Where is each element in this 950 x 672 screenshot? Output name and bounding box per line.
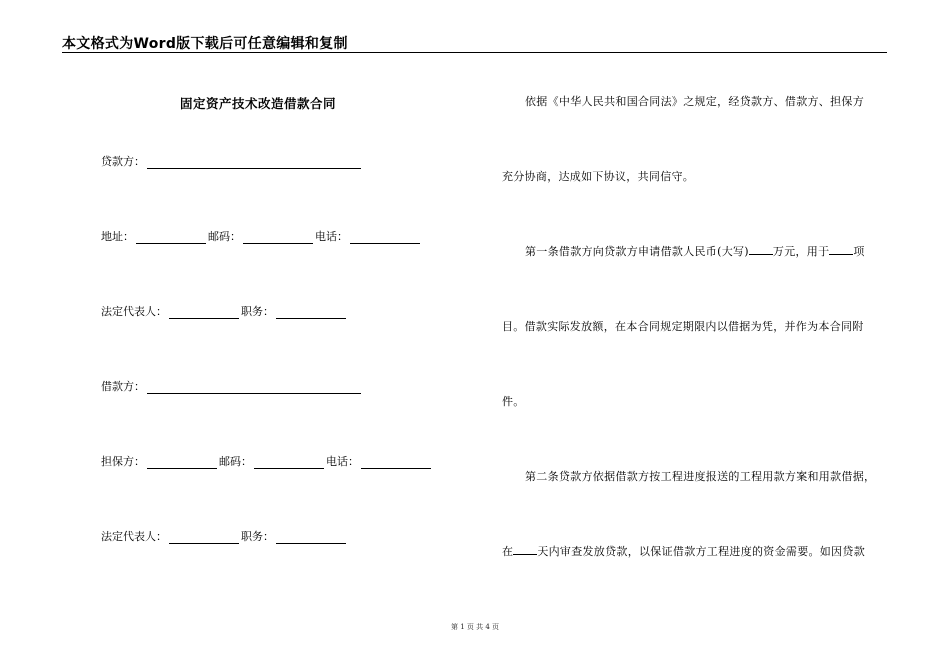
article-1-text-c: 项 (853, 245, 865, 258)
position-label-2: 职务： (241, 530, 274, 543)
paragraph-1-line-1: 依据《中华人民共和国合同法》之规定，经贷款方、借款方、担保方 (525, 95, 864, 108)
legal-rep-row-2 (101, 528, 348, 544)
legal-rep-blank (169, 306, 239, 319)
position-blank-2 (276, 531, 346, 544)
amount-blank (749, 243, 773, 255)
lender-label: 贷款方： (101, 155, 145, 168)
article-2-text-a: 在 (502, 545, 514, 558)
paragraph-3-line-1: 第二条贷款方依据借款方按工程进度报送的工程用款方案和用款借据， (525, 470, 876, 483)
contract-title: 固定资产技术改造借款合同 (180, 96, 337, 111)
article-1-text-b: 万元，用于 (772, 245, 830, 258)
paragraph-2-line-2: 目。借款实际发放额，在本合同规定期限内以借据为凭，并作为本合同附 (502, 320, 864, 333)
address-label: 地址： (101, 230, 134, 243)
header-title: 本文格式为Word版下载后可任意编辑和复制 (62, 36, 348, 52)
article-2-text-b: 天内审查发放贷款，以保证借款方工程进度的资金需要。如因贷款 (537, 545, 866, 558)
guarantor-blank (147, 456, 217, 469)
lender-field (101, 153, 363, 169)
page-number: 第 1 页 共 4 页 (450, 623, 500, 631)
legal-rep-blank-2 (169, 531, 239, 544)
phone-label: 电话： (315, 230, 348, 243)
paragraph-1-line-2: 充分协商，达成如下协议，共同信守。 (502, 170, 695, 183)
legal-rep-label: 法定代表人： (101, 305, 167, 318)
guarantor-label: 担保方： (101, 455, 145, 468)
guarantor-phone-blank (361, 456, 431, 469)
position-label: 职务： (241, 305, 274, 318)
paragraph-3-line-2 (502, 543, 865, 559)
article-1-text-a: 第一条借款方向贷款方申请借款人民币(大写) (525, 245, 749, 258)
lender-blank (147, 156, 361, 169)
guarantor-zipcode-blank (254, 456, 324, 469)
position-blank (276, 306, 346, 319)
header-divider (62, 52, 887, 53)
zipcode-blank (243, 231, 313, 244)
days-blank (513, 543, 537, 555)
address-blank (136, 231, 206, 244)
paragraph-2-line-3: 件。 (502, 395, 525, 408)
phone-blank (350, 231, 420, 244)
guarantor-zipcode-label: 邮码： (219, 455, 252, 468)
guarantor-phone-label: 电话： (326, 455, 359, 468)
legal-rep-row (101, 303, 348, 319)
purpose-blank (829, 243, 853, 255)
borrower-blank (147, 381, 361, 394)
legal-rep-label-2: 法定代表人： (101, 530, 167, 543)
borrower-field (101, 378, 363, 394)
guarantor-row (101, 453, 433, 469)
paragraph-2-line-1 (525, 243, 865, 259)
borrower-label: 借款方： (101, 380, 145, 393)
zipcode-label: 邮码： (208, 230, 241, 243)
address-row (101, 228, 422, 244)
